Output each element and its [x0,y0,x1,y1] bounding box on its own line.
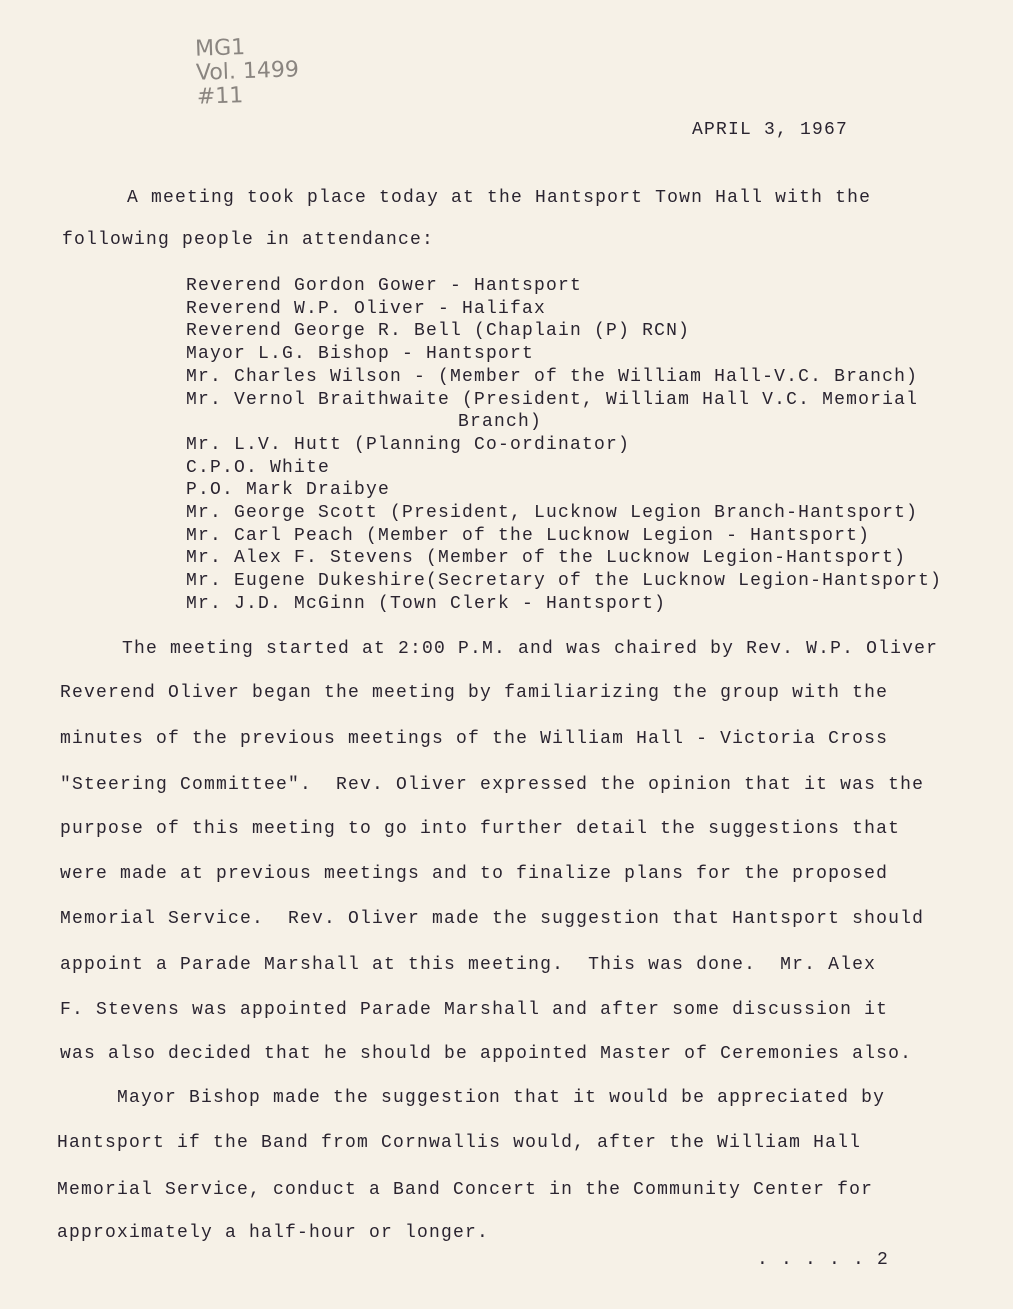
paragraph-line: purpose of this meeting to go into further detail the suggestions that [60,819,901,839]
attendee-item: Mr. Vernol Braithwaite (President, William Hall V.C. Memorial [186,389,919,410]
paragraph-line: were made at previous meetings and to finalize plans for the proposed [60,864,889,884]
paragraph-line: Mayor Bishop made the suggestion that it would be appreciated by [117,1088,886,1108]
archive-handwritten-note [195,34,300,110]
attendee-item: Mr. J.D. McGinn (Town Clerk - Hantsport) [186,593,667,614]
document-date: APRIL 3, 1967 [692,120,849,140]
attendee-item: Mr. Eugene Dukeshire(Secretary of the Lucknow Legion-Hantsport) [186,571,943,592]
intro-line: A meeting took place today at the Hantsport Town Hall with the [127,188,872,208]
intro-line: following people in attendance: [62,230,435,250]
attendee-item: Mr. Alex F. Stevens (Member of the Lucknow Legion-Hantsport) [186,548,907,569]
paragraph-line: Hantsport if the Band from Cornwallis would, after the William Hall [57,1133,862,1153]
attendee-item: Branch) [458,412,543,433]
attendee-item: Reverend Gordon Gower - Hantsport [186,276,583,296]
attendee-item: P.O. Mark Draibye [186,480,391,501]
paragraph-line: Reverend Oliver began the meeting by familiarizing the group with the [60,683,889,703]
page-continuation-marker: . . . . . 2 [757,1250,890,1270]
attendee-item: Reverend George R. Bell (Chaplain (P) RCN) [186,321,691,342]
paragraph-line: approximately a half-hour or longer. [57,1223,490,1243]
paragraph-line: minutes of the previous meetings of the William Hall - Victoria Cross [60,729,889,749]
archive-note-line: MG1 [194,35,246,62]
attendee-item: Mayor L.G. Bishop - Hantsport [186,344,535,365]
attendee-item: C.P.O. White [186,457,331,478]
paragraph-line: The meeting started at 2:00 P.M. and was chaired by Rev. W.P. Oliver [122,639,939,659]
paragraph-line: was also decided that he should be appointed Master of Ceremonies also. [60,1044,913,1064]
paragraph-line: "Steering Committee". Rev. Oliver expressed the opinion that it was the [60,775,925,795]
paragraph-line: Memorial Service. Rev. Oliver made the suggestion that Hantsport should [60,909,925,929]
paragraph-line: Memorial Service, conduct a Band Concert in the Community Center for [57,1180,874,1200]
archive-note-line: Vol. 1499 [195,57,300,86]
archive-note-line: #11 [196,83,244,110]
attendee-item: Mr. Carl Peach (Member of the Lucknow Legion - Hantsport) [186,525,871,546]
attendee-item: Mr. Charles Wilson - (Member of the William Hall-V.C. Branch) [186,366,919,387]
paragraph-line: F. Stevens was appointed Parade Marshall and after some discussion it [60,1000,889,1020]
attendee-item: Mr. George Scott (President, Lucknow Legion Branch-Hantsport) [186,503,919,523]
paragraph-line: appoint a Parade Marshall at this meeting. This was done. Mr. Alex [60,955,877,975]
attendee-item: Reverend W.P. Oliver - Halifax [186,298,547,319]
attendee-item: Mr. L.V. Hutt (Planning Co-ordinator) [186,434,631,455]
